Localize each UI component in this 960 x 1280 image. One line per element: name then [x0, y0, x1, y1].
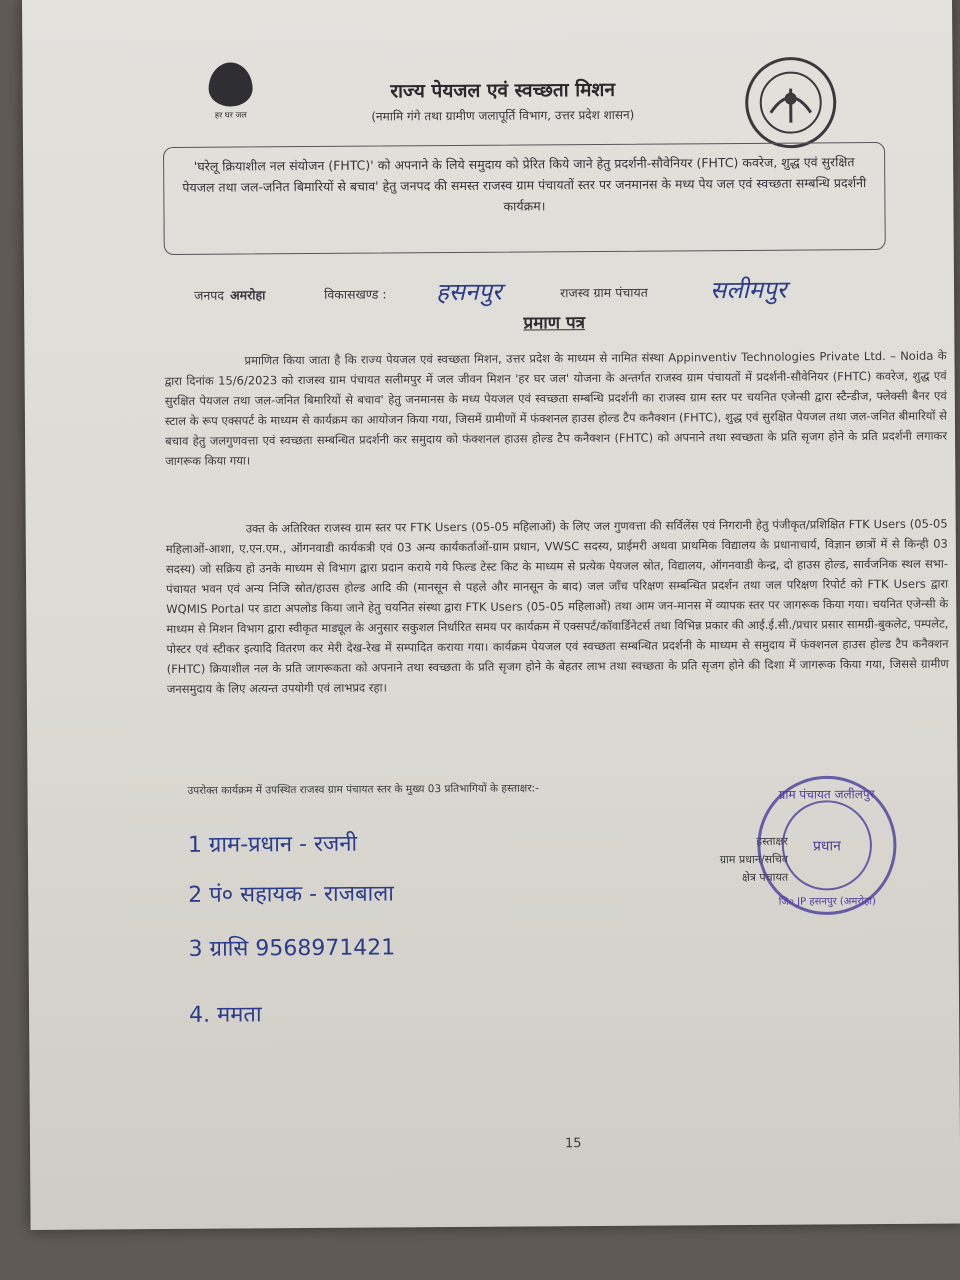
page-number: 15: [564, 1136, 582, 1152]
handwritten-participant-4: 4. ममता: [189, 1002, 262, 1028]
certificate-paragraph-2: उक्त के अतिरिक्त राजस्व ग्राम स्तर पर FTK Users (05-05 महिलाओं) के लिए जल गुणवत्ता की सर्विलेंस एवं निगरानी हेतु पंजीकृत/प्रशिक्षित FTK Users (05-05 महिलाओं-आशा, ए.एन.एम., ऑगनवाडी कार्यकत्री एवं 03 अन्य कार्यकर्ताओं-ग्राम प्रधान, VWSC सदस्य, प्राईमरी अथवा प्राथमिक विद्यालय के प्रधानाचार्य, विज्ञान छात्रों में से किन्ही 03 सदस्य) जो सक्रिय हो उनके माध्यम से विभाग द्वारा प्रदान कराये गये फिल्ड टेस्ट किट के माध्यम से प्रत्येक पेयजल स्रोत, विद्यालय, ऑगनवाडी केन्द्र, दो हाउस होल्ड, सार्वजनिक स्थल सभा-पंचायत भवन एवं अन्य निजि स्रोत/हाउस होल्ड आदि की (मानसून से पहले और मानसून के बाद) जल जाँच परिक्षण सम्बन्धित प्रदर्शन तथा जल परिक्षण रिपोर्ट को FTK Users द्वारा WQMIS Portal पर डाटा अपलोड किया जाने हेतु चयनित संस्था द्वारा FTK Users (05-05 महिलाओं) तथा आम जन-मानस में व्यापक स्तर पर जागरूक किया गया। चयनित एजेन्सी के माध्यम से मिशन विभाग द्वारा स्वीकृत माड्यूल के अनुसार सकुशल निर्धारित समय पर कार्यक्रम में एक्सपर्ट/कॉवार्डिनेटर्स तथा विभिन्न प्रकार की आई.ई.सी./प्रचार प्रसार सामग्री-बुकलेट, पम्पलेट, पोस्टर एवं स्टीकर इत्यादि वितरण कर मेरी देख-रेख में सम्पादित कराया गया। कार्यक्रम पेयजल एवं स्वच्छता सम्बन्धित प्रदर्शनी के माध्यम से समुदाय में फंक्शनल हाउस होल्ड टैप कनैक्शन (FHTC) क्रियाशील नल के प्रति जागरूकता को अपनाने तथा स्वच्छता के प्रति सृजग होने के बेहतर लाभ तथा स्वच्छता के प्रति सृजग होने की दिशा में जागरूक किया गया, जिससे ग्रामीण जनसमुदाय के लिए अत्यन्त उपयोगी एवं लाभप्रद रहा।: [165, 516, 949, 697]
stamp-bottom-text: जि० JP हसनपुर (अमरोहा): [778, 896, 876, 908]
signatures-intro: उपरोक्त कार्यक्रम में उपस्थित राजस्व ग्राम पंचायत स्तर के मुख्य 03 प्रतिभागियों के हस्ताक्षर:-: [187, 782, 539, 797]
certificate-title: प्रमाण पत्र: [523, 313, 586, 334]
water-drop-icon: [208, 62, 252, 106]
pradhan-secretary-label: ग्राम प्रधान/सचिव: [719, 852, 789, 867]
panchayat-value: सलीमपुर: [709, 275, 787, 305]
handwritten-participant-3: 3 ग्रासि 9568971421: [188, 935, 396, 962]
program-topic-box: 'घरेलू क्रियाशील नल संयोजन (FHTC)' को अपनाने के लिये समुदाय को प्रेरित किये जाने हेतु प्रदर्शनी-सौवेनियर (FHTC) कवरेज, शुद्ध एवं सुरक्षित पेयजल तथा जल-जनित बिमारियों से बचाव' हेतु जनपद की समस्त राजस्व ग्राम पंचायतों स्तर पर जनमानस के मध्य पेय जल एवं स्वच्छता सम्बन्धि प्रदर्शनी कार्यक्रम।: [163, 142, 886, 255]
har-ghar-jal-logo: [190, 62, 270, 133]
certificate-paragraph-1: प्रमाणित किया जाता है कि राज्य पेयजल एवं स्वच्छता मिशन, उत्तर प्रदेश के माध्यम से नामित संस्था Appinventiv Technologies Private Ltd. – Noida के द्वारा दिनांक 15/6/2023 को राजस्व ग्राम पंचायत सलीमपुर में जल जीवन मिशन 'हर घर जल' योजना के अन्तर्गत राजस्व ग्राम पंचायतों में प्रदर्शनी-सौवेनियर (FHTC) कवरेज, शुद्ध एवं सुरक्षित पेयजल तथा जल-जनित बिमारियों से बचाव' हेतु जनमानस के मध्य पेयजल एवं स्वच्छता सम्बन्धि प्रदर्शनी का राजस्व ग्राम स्तर पर चयनित एजेन्सी द्वारा स्टैन्डीज, फ्लेक्सी बैनर एवं स्टाल के रूप एक्सपर्ट के माध्यम से कार्यक्रम का आयोजन किया गया, जिसमें ग्रामीणों में फंक्शनल हाउस होल्ड टैप कनैक्शन (FHTC), शुद्ध एवं सुरक्षित पेयजल तथा जल-जनित बीमारियों से बचाव हेतु जलगुणवत्ता एवं स्वच्छता सम्बन्धित प्रदर्शनी कर समुदाय को फंक्शनल हाउस होल्ड टैप कनैक्शन (FHTC) को अपनाने तथा स्वच्छता के प्रति सृजग होने के प्रति प्रदर्शनी लगाकर जागरूक किया गया।: [164, 348, 948, 469]
gram-panchayat-stamp: [751, 770, 902, 921]
seal-emblem-icon: [740, 52, 841, 153]
mission-subtitle: (नमामि गंगे तथा ग्रामीण जलापूर्ति विभाग, उत्तर प्रदेश शासन): [371, 107, 635, 124]
certificate-page: [22, 0, 960, 1230]
stamp-ring-text: ग्राम पंचायत जलीलपुर: [778, 787, 875, 802]
kshetra-panchayat-label: क्षेत्र पंचायत: [741, 870, 789, 884]
district-value: अमरोहा: [230, 287, 266, 303]
mission-title: राज्य पेयजल एवं स्वच्छता मिशन: [390, 78, 616, 103]
stamp-circle-icon: [751, 770, 902, 921]
block-label: विकासखण्ड :: [324, 286, 387, 302]
signature-label: हस्ताक्षर: [756, 834, 788, 848]
district-label: जनपद: [194, 287, 225, 303]
block-value: हसनपुर: [435, 277, 502, 307]
handwritten-participant-1: 1 ग्राम-प्रधान - रजनी: [187, 831, 358, 858]
handwritten-participant-2: 2 पं० सहायक - राजबाला: [188, 881, 394, 908]
logo-tagline: हर घर जल: [214, 110, 247, 120]
stamp-center-text: प्रधान: [812, 838, 841, 855]
up-government-seal: [740, 52, 841, 153]
panchayat-label: राजस्व ग्राम पंचायत: [560, 284, 648, 301]
